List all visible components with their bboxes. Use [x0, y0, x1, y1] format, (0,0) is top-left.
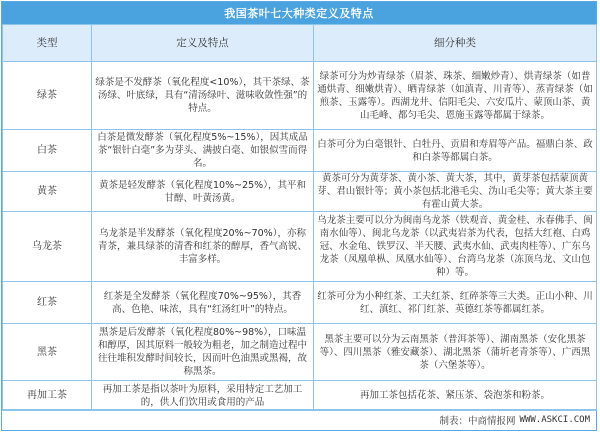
type-cell: 红茶	[3, 282, 92, 324]
type-cell: 绿茶	[3, 62, 92, 130]
table-row	[3, 212, 597, 282]
header-row	[3, 25, 597, 62]
definition-cell: 红茶是全发酵茶（氧化程度70%~95%），其香高、色艳、味浓，具有“红汤红叶”的特点。	[92, 282, 314, 324]
subtypes-cell: 红茶可分为小种红茶、工夫红茶、红碎茶等三大类。正山小种、川红、滇红、祁门红茶、英德红茶等都属红茶。	[314, 282, 597, 324]
type-cell: 再加工茶	[3, 381, 92, 411]
definition-cell: 再加工茶是指以茶叶为原料，采用特定工艺加工的，供人们饮用或食用的产品	[92, 381, 314, 411]
table-row	[3, 62, 597, 130]
type-cell: 乌龙茶	[3, 212, 92, 282]
subtypes-cell: 黄茶可分为黄芽茶、黄小茶、黄大茶，其中，黄芽茶包括蒙顶黄芽、君山银针等；黄小茶包括北港毛尖、沩山毛尖等；黄大茶主要有霍山黄大茶。	[314, 172, 597, 212]
table-row	[3, 324, 597, 381]
subtypes-cell: 黑茶主要可以分为云南黑茶（普洱茶等）、湖南黑茶（安化黑茶等）、四川黑茶（雅安藏茶）、湖北黑茶（蒲圻老青茶等）、广西黑茶（六堡茶等）。	[314, 324, 597, 381]
table-row	[3, 172, 597, 212]
source-footer	[2, 409, 596, 430]
subtypes-cell: 白茶可分为白毫银针、白牡丹、贡眉和寿眉等产品。福鼎白茶、政和白茶等都属白茶。	[314, 130, 597, 172]
source-url: WWW.ASKCI.COM	[519, 415, 590, 425]
source-label: 制表：中商情报网	[439, 416, 516, 427]
subtypes-cell: 再加工茶包括花茶、紧压茶、袋泡茶和粉茶。	[314, 381, 597, 411]
type-cell: 黄茶	[3, 172, 92, 212]
column-header-type: 类型	[3, 25, 92, 62]
subtypes-cell: 绿茶可分为炒青绿茶（眉茶、珠茶、细嫩炒青）、烘青绿茶（如普通烘青、细嫩烘青）、晒青绿茶（如滇青、川青等）、蒸青绿茶（如煎茶、玉露等）。西湖龙井、信阳毛尖、六安瓜片、蒙顶山茶、黄山毛峰、都匀毛尖、恩施玉露等都属于绿茶。	[314, 62, 597, 130]
table-row	[3, 130, 597, 172]
definition-cell: 绿茶是不发酵茶（氧化程度<10%），其干茶绿、茶汤绿、叶底绿，具有“清汤绿叶、滋味收敛性强”的特点。	[92, 62, 314, 130]
definition-cell: 黑茶是后发酵茶（氧化程度80%~98%），口味温和醇厚，因其原料一般较为粗老，加之制造过程中往往堆积发酵时间较长，因而叶色油黑或黑褐，故称黑茶。	[92, 324, 314, 381]
definition-cell: 乌龙茶是半发酵茶（氧化程度20%~70%），亦称青茶，兼具绿茶的清香和红茶的醇厚，香气高锐、丰富多样。	[92, 212, 314, 282]
column-header-subtypes: 细分种类	[314, 25, 597, 62]
definition-cell: 白茶是微发酵茶（氧化程度5%~15%），因其成品茶“银针白毫”多为芽头、满披白毫、如银似雪而得名。	[92, 130, 314, 172]
table-row	[3, 381, 597, 411]
table-frame	[1, 1, 597, 431]
table-row	[3, 282, 597, 324]
column-header-definition: 定义及特点	[92, 25, 314, 62]
type-cell: 白茶	[3, 130, 92, 172]
definition-cell: 黄茶是轻发酵茶（氧化程度10%~25%），其平和甘醇、叶黄汤黄。	[92, 172, 314, 212]
tea-types-table	[2, 24, 597, 411]
subtypes-cell: 乌龙茶主要可以分为闽南乌龙茶（铁观音、黄金桂、永春佛手、闽南水仙等）、闽北乌龙茶（以武夷岩茶为代表，包括大红袍、白鸡冠、水金龟、铁罗汉、半天腰、武夷水仙、武夷肉桂等）、广东乌龙茶（凤凰单枞、凤凰水仙等）、台湾乌龙茶（冻顶乌龙、文山包种）等。	[314, 212, 597, 282]
table-title: 我国茶叶七大种类定义及特点	[2, 2, 596, 24]
type-cell: 黑茶	[3, 324, 92, 381]
